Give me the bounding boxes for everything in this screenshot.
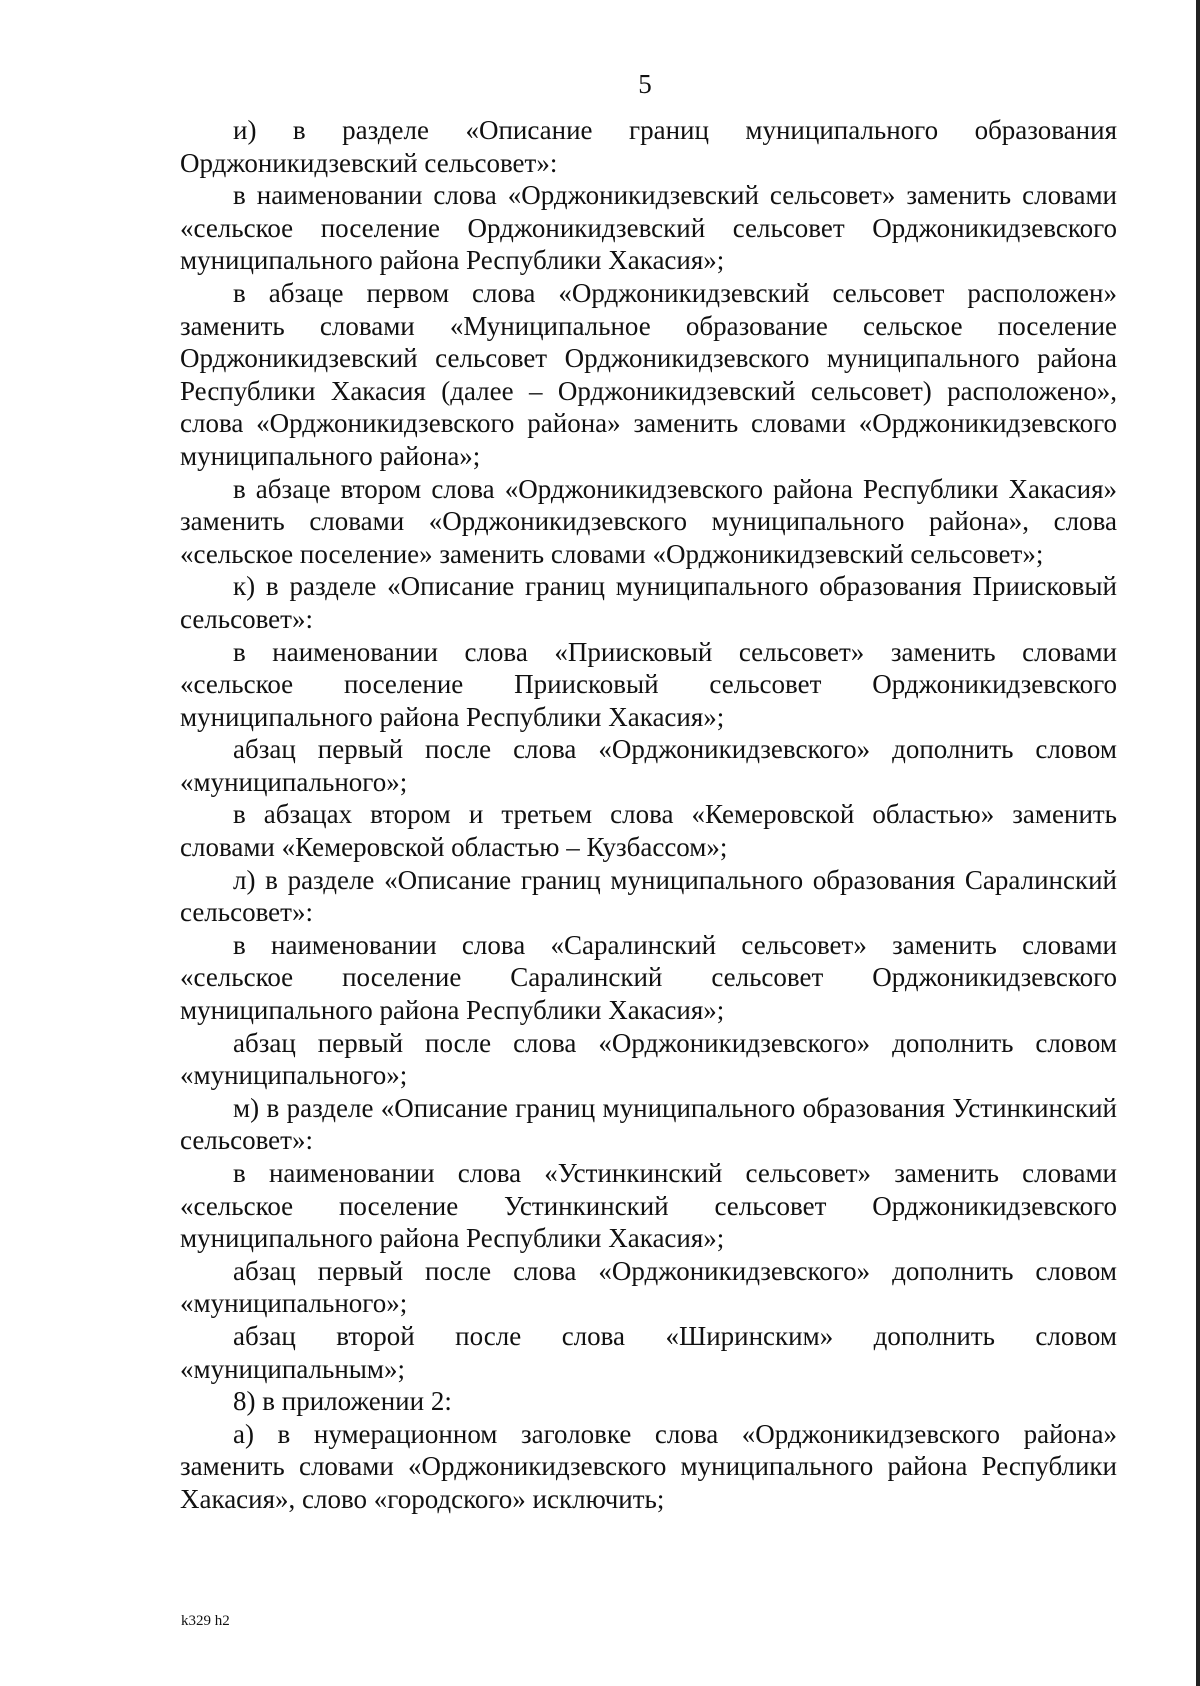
paragraph-i-heading: и) в разделе «Описание границ муниципального образования Орджоникидзевский сельсовет»: [180, 115, 1117, 178]
paragraph: в наименовании слова «Орджоникидзевский сельсовет» заменить словами «сельское поселение Орджоникидзевский сельсовет Орджоникидзевского муниципального района Республики Хакасия»; [180, 180, 1117, 276]
paragraph: абзац первый после слова «Орджоникидзевского» дополнить словом «муниципального»; [180, 734, 1117, 797]
paragraph: в абзаце первом слова «Орджоникидзевский сельсовет расположен» заменить словами «Муниципальное образование сельское поселение Орджоникидзевский сельсовет Орджоникидзевского муниципального района Республики Хакасия (далее – Орджоникидзевский сельсовет) расположено», слова «Орджоникидзевского района» заменить словами «Орджоникидзевского муниципального района»; [180, 277, 1117, 471]
document-body [180, 114, 1117, 1516]
paragraph-l-heading: л) в разделе «Описание границ муниципального образования Саралинский сельсовет»: [180, 864, 1117, 928]
paragraph: в наименовании слова «Приисковый сельсовет» заменить словами «сельское поселение Приисковый сельсовет Орджоникидзевского муниципального района Республики Хакасия»; [180, 636, 1117, 732]
paragraph: в наименовании слова «Устинкинский сельсовет» заменить словами «сельское поселение Устинкинский сельсовет Орджоникидзевского муниципального района Республики Хакасия»; [180, 1158, 1117, 1254]
paragraph: в наименовании слова «Саралинский сельсовет» заменить словами «сельское поселение Саралинский сельсовет Орджоникидзевского муниципального района Республики Хакасия»; [180, 929, 1117, 1026]
paragraph: в абзаце втором слова «Орджоникидзевского района Республики Хакасия» заменить словами «Орджоникидзевского муниципального района», слова «сельское поселение» заменить словами «Орджоникидзевский сельсовет»; [180, 473, 1117, 569]
paragraph: абзац первый после слова «Орджоникидзевского» дополнить словом «муниципального»; [180, 1255, 1117, 1319]
paragraph-k-heading: к) в разделе «Описание границ муниципального образования Приисковый сельсовет»: [180, 571, 1117, 634]
paragraph: абзац второй после слова «Ширинским» дополнить словом «муниципальным»; [180, 1320, 1117, 1384]
paragraph-m-heading: м) в разделе «Описание границ муниципального образования Устинкинский сельсовет»: [180, 1092, 1117, 1156]
paragraph: а) в нумерационном заголовке слова «Орджоникидзевского района» заменить словами «Орджоникидзевского муниципального района Республики Хакасия», слово «городского» исключить; [180, 1418, 1117, 1514]
paragraph-item-8: 8) в приложении 2: [233, 1386, 452, 1417]
paragraph: абзац первый после слова «Орджоникидзевского» дополнить словом «муниципального»; [180, 1027, 1117, 1091]
scan-edge [1196, 0, 1200, 1686]
paragraph: в абзацах втором и третьем слова «Кемеровской областью» заменить словами «Кемеровской областью – Кузбассом»; [180, 799, 1117, 863]
page-number: 5 [638, 69, 652, 99]
footer-code: k329 h2 [181, 1613, 230, 1629]
